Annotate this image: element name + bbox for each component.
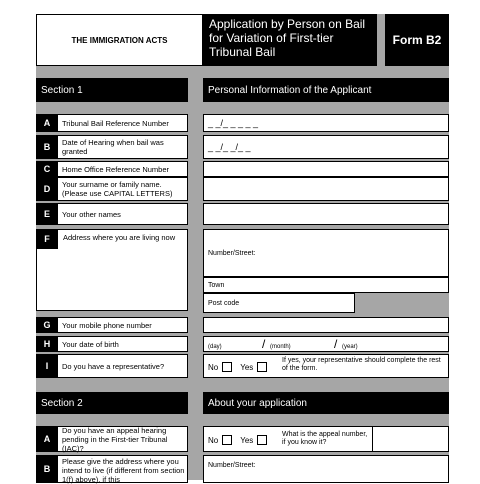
date-of-birth-field[interactable] — [203, 336, 449, 352]
no-checkbox[interactable] — [222, 435, 232, 445]
question-label: Please give the address where you intend to live (if different from section 1(f) above), if this — [58, 455, 188, 483]
hearing-date-field[interactable]: _ _/_ _/_ _ — [203, 135, 449, 159]
appeal-number-field[interactable] — [372, 427, 448, 451]
section2-heading: About your application — [203, 392, 449, 414]
section2-title: Section 2 — [36, 392, 188, 414]
row-letter: H — [36, 336, 58, 352]
representative-answer — [203, 354, 449, 378]
representative-note: If yes, your representative should complete the rest of the form. — [282, 357, 441, 372]
row-letter: I — [36, 354, 58, 378]
header-gap — [377, 14, 385, 66]
question-label: Do you have an appeal hearing pending in the First-tier Tribunal (IAC)? — [58, 426, 188, 452]
yes-label: Yes — [240, 362, 254, 372]
row-letter: A — [36, 114, 58, 132]
question-label: Your date of birth — [58, 336, 188, 352]
no-label: No — [208, 435, 219, 445]
postcode-label: Post code — [208, 299, 240, 307]
no-label: No — [208, 362, 219, 372]
street-field[interactable] — [203, 229, 449, 277]
question-label: Your surname or family name. (Please use CAPITAL LETTERS) — [58, 177, 188, 201]
dob-slash: / — [262, 337, 266, 351]
row-letter: C — [36, 161, 58, 177]
row-letter: E — [36, 203, 58, 225]
row-letter: G — [36, 317, 58, 333]
row-letter: D — [36, 177, 58, 201]
intended-address-field[interactable] — [203, 455, 449, 483]
town-field[interactable] — [203, 277, 449, 293]
question-label: Do you have a representative? — [58, 354, 188, 378]
section1-heading: Personal Information of the Applicant — [203, 78, 449, 102]
year-label: (year) — [342, 344, 358, 350]
month-label: (month) — [270, 344, 291, 350]
street-label: Number/Street: — [208, 462, 256, 469]
act-title: THE IMMIGRATION ACTS — [36, 14, 203, 66]
no-checkbox[interactable] — [222, 362, 232, 372]
surname-field[interactable] — [203, 177, 449, 201]
row-letter: B — [36, 455, 58, 483]
town-label: Town — [208, 281, 225, 289]
yes-checkbox[interactable] — [257, 435, 267, 445]
dob-slash: / — [334, 337, 338, 351]
street-label: Number/Street: — [208, 249, 256, 257]
row-letter: A — [36, 426, 58, 452]
other-names-field[interactable] — [203, 203, 449, 225]
question-label: Your mobile phone number — [58, 317, 188, 333]
form-code: Form B2 — [385, 14, 449, 66]
row-letter: B — [36, 135, 58, 159]
postcode-field[interactable] — [203, 293, 355, 313]
day-label: (day) — [208, 344, 222, 350]
section1-title: Section 1 — [36, 78, 188, 102]
yes-checkbox[interactable] — [257, 362, 267, 372]
appeal-pending-answer — [203, 426, 449, 452]
appeal-number-note: What is the appeal number, if you know it? — [282, 431, 368, 446]
question-label: Home Office Reference Number — [58, 161, 188, 177]
bail-reference-field[interactable]: _ _/_ _ _ _ _ — [203, 114, 449, 132]
form-title: Application by Person on Bail for Variation of First-tier Tribunal Bail — [203, 14, 377, 66]
question-label: Your other names — [58, 203, 188, 225]
home-office-reference-field[interactable] — [203, 161, 449, 177]
yes-label: Yes — [240, 435, 254, 445]
question-label: Date of Hearing when bail was granted — [58, 135, 188, 159]
mobile-phone-field[interactable] — [203, 317, 449, 333]
question-label: Address where you are living now — [63, 233, 176, 242]
question-label: Tribunal Bail Reference Number — [58, 114, 188, 132]
address-label-white-under-letter — [36, 249, 58, 311]
row-letter: F — [36, 229, 58, 249]
